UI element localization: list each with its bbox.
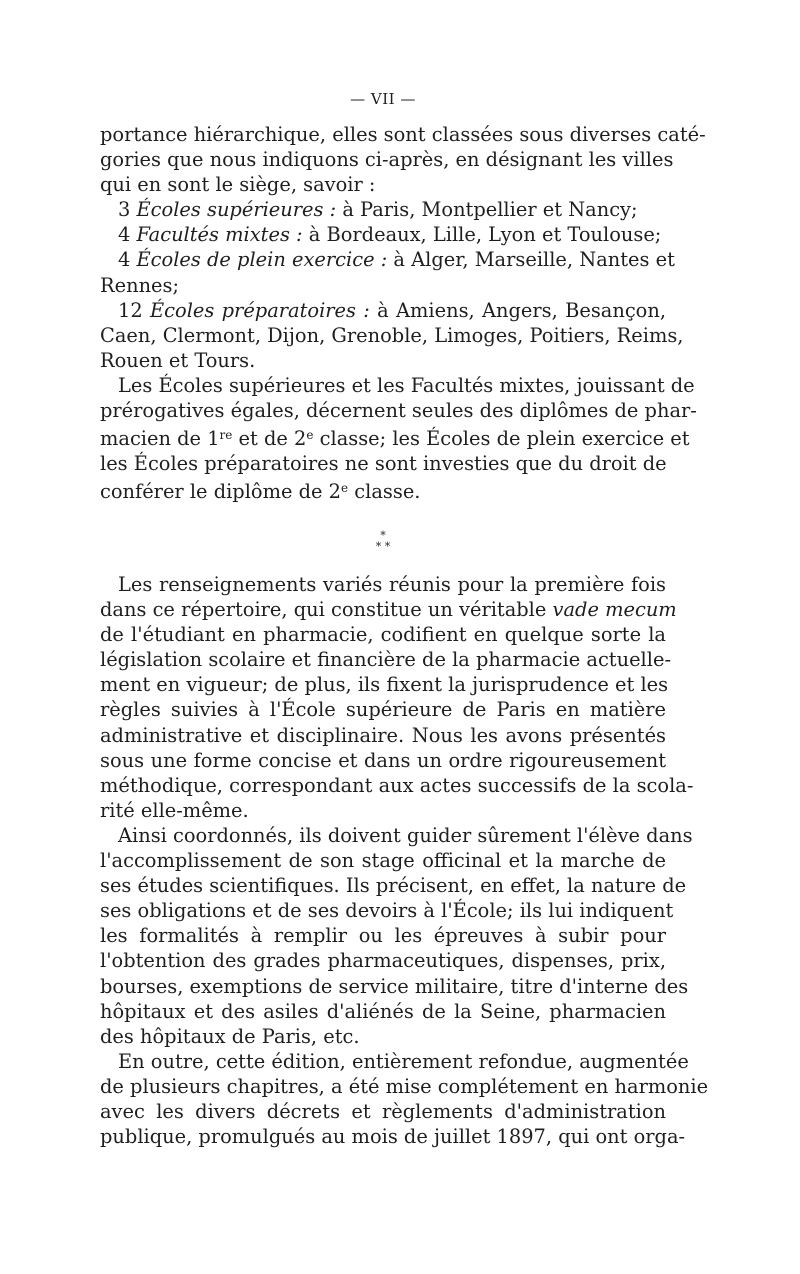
text-line: gories que nous indiquons ci-après, en désignant les villes [100,148,674,172]
text-line: ment en vigueur; de plus, ils fixent la jurisprudence et les [100,673,669,697]
text-line: Caen, Clermont, Dijon, Grenoble, Limoges, Poitiers, Reims, [100,323,684,347]
text-fragment: dans ce répertoire, qui constitue un véritable [100,598,553,622]
text-line: les Écoles préparatoires ne sont investies que du droit de [100,452,667,476]
text-line: l'accomplissement de son stage officinal et la marche de [100,849,666,873]
school-type: Facultés mixtes : [136,223,303,247]
text-line: règles suivies à l'École supérieure de Paris en matière [100,698,666,722]
school-entry-superieures [100,197,666,222]
superscript: re [219,428,233,443]
asterism-top: * [380,529,386,542]
edition-paragraph [100,1049,709,1149]
text-line: hôpitaux et des asiles d'aliénés de la Seine, pharmacien [100,999,666,1023]
text-line: les formalités à remplir ou les épreuves à subir pour [100,924,666,948]
school-count: 3 [118,198,131,222]
text-fragment: classe; les Écoles de plein exercice et [313,427,690,451]
school-cities: à Amiens, Angers, Besançon, [377,298,667,322]
repertoire-paragraph [100,572,694,823]
school-cities: à Bordeaux, Lille, Lyon et Toulouse; [308,223,662,247]
text-fragment: macien de 1 [100,427,220,451]
coordination-paragraph [100,823,693,1049]
text-fragment: conférer le diplôme de 2 [100,480,342,504]
text-line: rité elle-même. [100,798,249,822]
section-repertoire [100,572,709,1149]
text-line: avec les divers décrets et règlements d'administration [100,1099,666,1123]
text-line: Les renseignements variés réunis pour la première fois [118,573,666,596]
text-fragment: classe. [348,480,421,504]
school-type: Écoles supérieures : [136,198,337,222]
text-line: prérogatives égales, décernent seules des diplômes de phar- [100,399,697,423]
text-line: ses études scientifiques. Ils précisent, en effet, la nature de [100,874,687,898]
text-line [100,247,675,272]
text-line [100,222,666,247]
superscript: e [341,481,349,496]
text-line: Les Écoles supérieures et les Facultés mixtes, jouissant de [118,373,695,397]
text-line: l'obtention des grades pharmaceutiques, dispenses, prix, [100,949,666,973]
intro-paragraph [100,122,706,197]
italic-phrase: vade mecum [552,598,677,622]
text-line: Ainsi coordonnés, ils doivent guider sûrement l'élève dans [118,823,693,847]
text-line: bourses, exemptions de service militaire, titre d'interne des [100,974,689,998]
text-line: administrative et disciplinaire. Nous les avons présentés [100,723,666,747]
text-line: En outre, cette édition, entièrement refondue, augmentée [118,1049,689,1073]
school-entry-facultes [100,222,666,247]
text-line: Rennes; [100,273,180,297]
school-count: 4 [118,223,131,247]
text-line [100,597,677,622]
section-school-categories [100,122,706,504]
asterism-bottom: * * [375,540,391,553]
school-cities: à Alger, Marseille, Nantes et [393,248,675,272]
text-line [100,197,666,222]
school-count: 4 [118,248,131,272]
school-type: Écoles préparatoires : [150,298,370,322]
text-line: des hôpitaux de Paris, etc. [100,1024,360,1048]
school-count: 12 [118,298,143,322]
text-line: publique, promulgués au mois de juillet 1897, qui ont orga- [100,1125,686,1149]
text-line: portance hiérarchique, elles sont classées sous diverses caté- [100,123,706,146]
text-line [100,423,690,451]
asterism-separator [0,530,766,552]
text-fragment: et de 2 [232,427,307,451]
diplomas-paragraph [100,373,697,504]
superscript: e [306,428,314,443]
school-entry-preparatoires [100,298,684,373]
text-line: ses obligations et de ses devoirs à l'École; ils lui indiquent [100,899,674,923]
text-line [100,298,666,323]
page-number: — VII — [350,90,416,108]
school-type: Écoles de plein exercice : [136,248,388,272]
text-line: qui en sont le siège, savoir : [100,173,376,197]
school-entry-plein-exercice [100,247,675,297]
text-line: sous une forme concise et dans un ordre rigoureusement [100,748,666,772]
text-line [100,476,666,504]
text-line: méthodique, correspondant aux actes successifs de la scola- [100,773,694,797]
text-line: de plusieurs chapitres, a été mise complétement en harmonie [100,1074,709,1098]
text-line: de l'étudiant en pharmacie, codifient en quelque sorte la [100,623,666,647]
text-line: législation scolaire et financière de la pharmacie actuelle- [100,648,671,672]
text-line: Rouen et Tours. [100,348,256,372]
school-cities: à Paris, Montpellier et Nancy; [342,198,638,222]
